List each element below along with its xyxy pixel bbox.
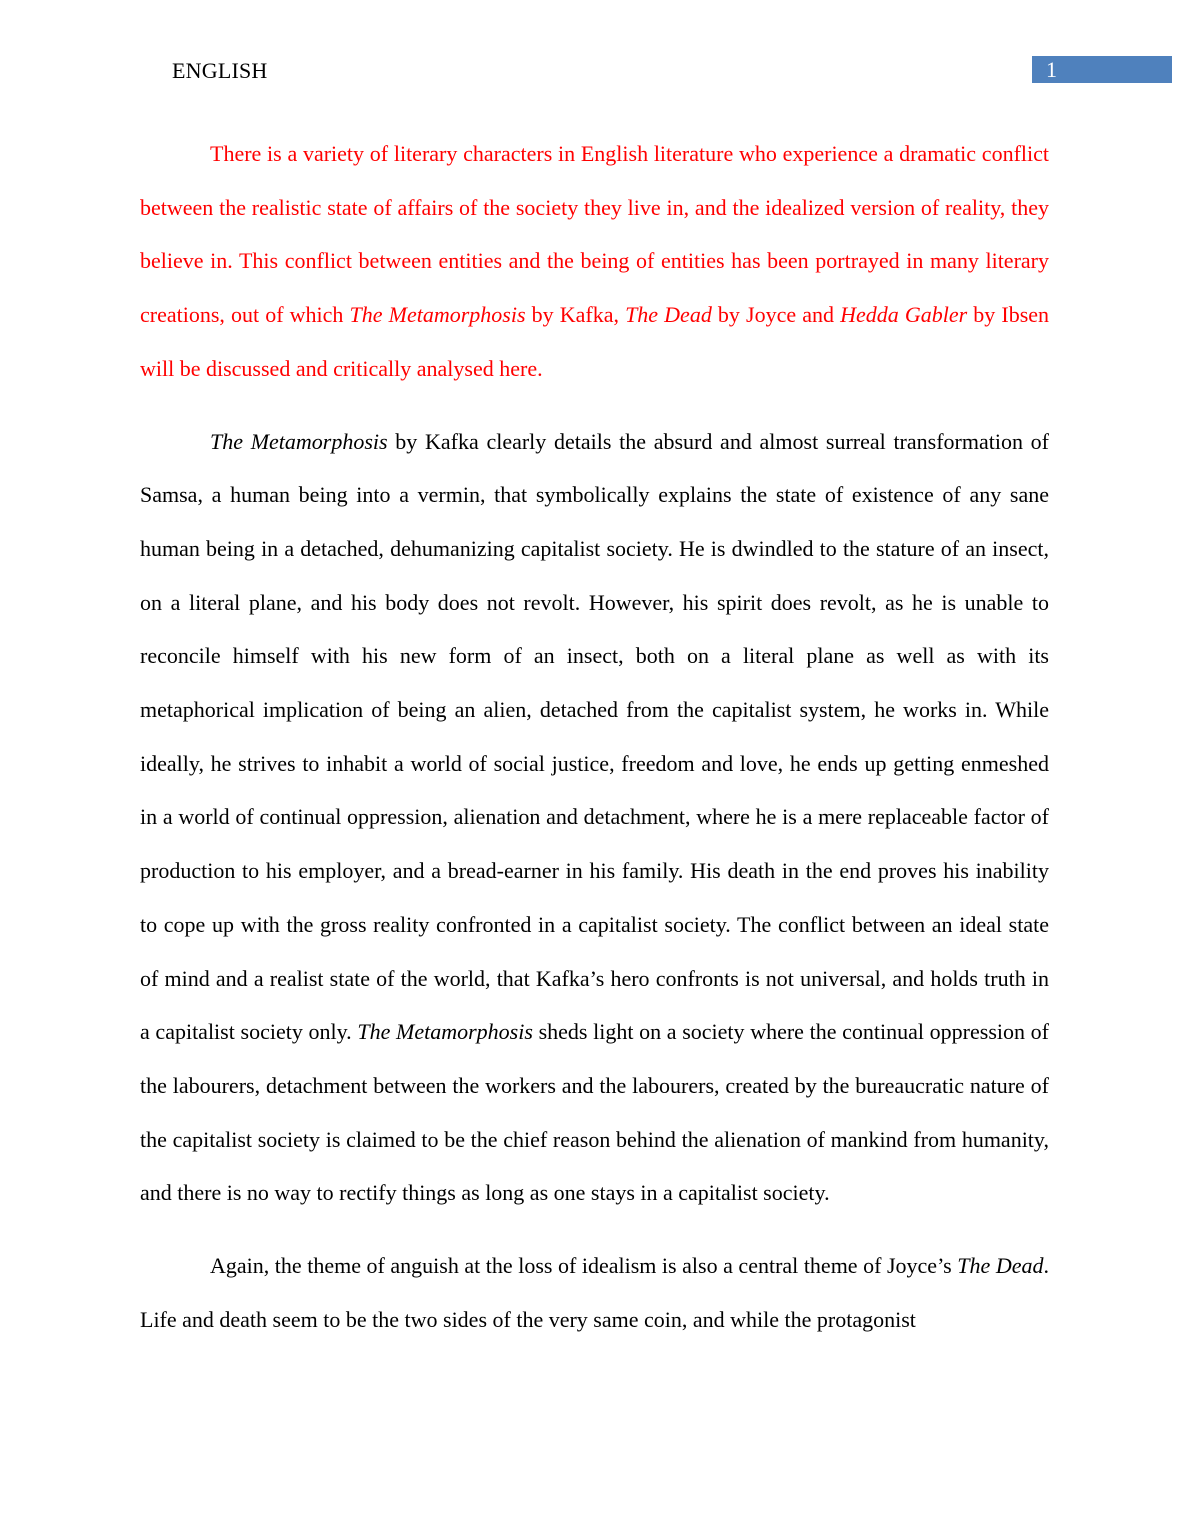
book-title: The Dead xyxy=(625,302,712,328)
page-number-badge xyxy=(1032,56,1172,83)
paragraph-the-dead xyxy=(140,1239,1049,1346)
book-title: Hedda Gabler xyxy=(840,302,968,328)
text-segment: by Ibsen will be discussed and critically analysed here. xyxy=(140,302,1050,381)
text-segment: sheds light on a society where the continual oppression of the labourers, detachment between the workers and the labourers, created by the bureaucratic nature of the capitalist society is claimed to be the chief reason behind the alienation of mankind from humanity, and there is no way to rectify things as long as one stays in a capitalist society. xyxy=(140,1019,1049,1206)
document-body xyxy=(140,127,1049,1346)
book-title: The Metamorphosis xyxy=(349,302,526,328)
page-number: 1 xyxy=(1046,57,1057,82)
text-segment: Again, the theme of anguish at the loss of idealism is also a central theme of Joyce’s xyxy=(210,1253,958,1279)
book-title: The Metamorphosis xyxy=(210,428,388,454)
book-title: The Metamorphosis xyxy=(357,1019,533,1045)
paragraph-introduction xyxy=(140,127,1049,396)
book-title: The Dead xyxy=(957,1253,1044,1279)
running-header-title: ENGLISH xyxy=(172,58,268,83)
text-segment: by Kafka, xyxy=(525,302,626,328)
text-segment: by Joyce and xyxy=(711,302,841,328)
text-segment: by Kafka clearly details the absurd and almost surreal transformation of Samsa, a human being into a vermin, that symbolically explains the state of existence of any sane human being in a detached, dehumanizing capitalist society. He is dwindled to the stature of an insect, on a literal plane, and his body does not revolt. However, his spirit does revolt, as he is unable to reconcile himself with his new form of an insect, both on a literal plane as well as with its metaphorical implication of being an alien, detached from the capitalist system, he works in. While ideally, he strives to inhabit a world of social justice, freedom and love, he ends up getting enmeshed in a world of continual oppression, alienation and detachment, where he is a mere replaceable factor of production to his employer, and a bread-earner in his family. His death in the end proves his inability to cope up with the gross reality confronted in a capitalist society. The conflict between an ideal state of mind and a realist state of the world, that Kafka’s hero confronts is not universal, and holds truth in a capitalist society only. xyxy=(140,428,1049,1045)
paragraph-metamorphosis xyxy=(140,415,1049,1221)
text-segment: . Life and death seem to be the two sides of the very same coin, and while the protagonist xyxy=(140,1253,1049,1332)
text-segment: There is a variety of literary characters in English literature who experience a dramatic conflict between the realistic state of affairs of the society they live in, and the idealized version of reality, they believe in. This conflict between entities and the being of entities has been portrayed in many literary creations, out of which xyxy=(140,141,1049,328)
